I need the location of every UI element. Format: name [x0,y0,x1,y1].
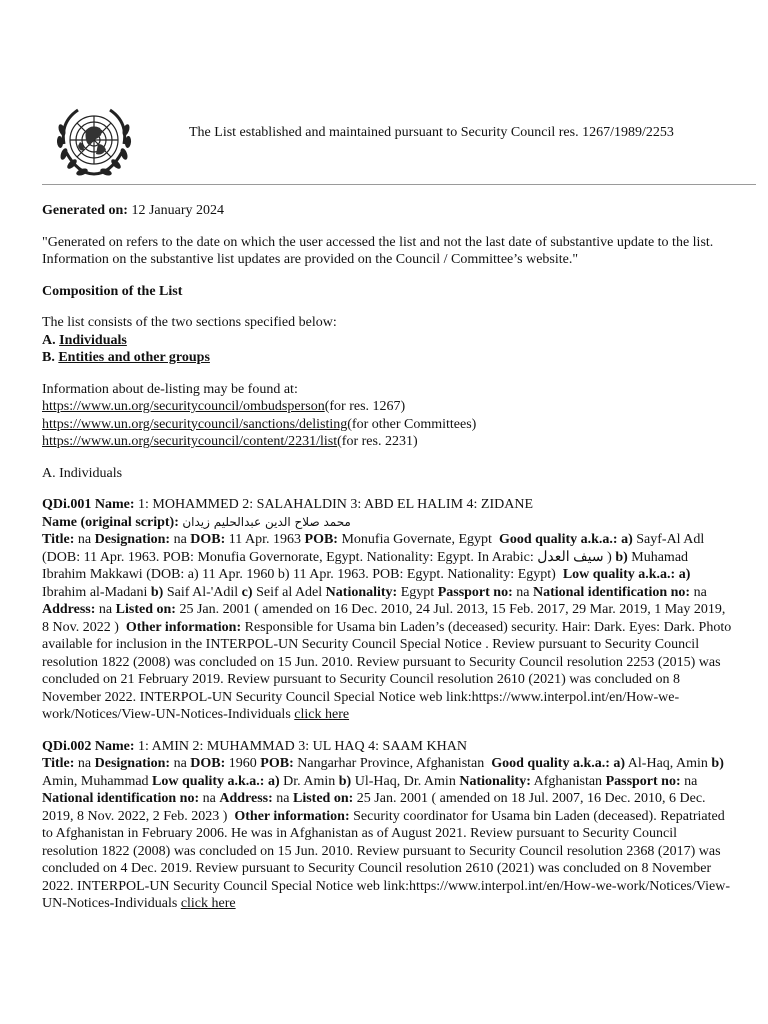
delisting-intro: Information about de-listing may be found at: [42,381,298,397]
generated-label: Generated on: [42,203,128,218]
entry-details: Title: na Designation: na DOB: 1960 POB: Nangarhar Province, Afghanistan Good quality a.k.a.: a) Al-Haq, Amin b) Amin, Muhammad Low quality a.k.a.: a) Dr. Amin b) Ul-Haq, Dr. Amin Nationality: Afghanistan Passport no: na National identification no: na Address: na Listed on: 25 Jan. 2001 ( amended on 18 Jul. 2007, 16 Dec. 2010, 6 Dec. 2019, 8 Nov. 2022, 2 Feb. 2023 ) Other information: Security coordinator for Usama bin Laden (deceased). Repatriated to Afghanistan in February 2006. He was in Afghanistan as of August 2021. Review pursuant to Security Council resolution 1822 (2008) was concluded on 15 Jun. 2010. Review pursuant to Security Council resolution 2368 (2017) was concluded on 4 Dec. 2019. Review pursuant to Security Council resolution 2610 (2021) was concluded on 8 November 2022. INTERPOL-UN Security Council Special Notice web link:https://www.interpol.int/en/How-we-work/Notices/View-UN-Notices-Individuals click here [42,756,731,911]
section-a-title: A. Individuals [42,465,123,481]
section-a-prefix: A. [42,332,56,348]
entry-name: 1: AMIN 2: MUHAMMAD 3: UL HAQ 4: SAAM KHAN [138,738,467,754]
entry-name-line [42,738,732,756]
section-a-line [42,332,732,350]
entry-id-label: QDi.002 Name: [42,738,135,754]
delisting-note-2: (for other Committees) [347,416,477,432]
entry-id-label: QDi.001 Name: [42,497,135,512]
entry-original-script-line [42,514,732,532]
ombudsperson-link[interactable]: https://www.un.org/securitycouncil/ombudsperson [42,399,325,414]
composition-intro: The list consists of the two sections specified below: [42,315,337,330]
composition-heading-text: Composition of the List [42,283,183,299]
individuals-link[interactable]: Individuals [59,332,127,348]
delisting-line-3 [42,433,732,451]
entry-name: 1: MOHAMMED 2: SALAHALDIN 3: ABD EL HALIM 4: ZIDANE [138,497,534,512]
delisting-note-1: (for res. 1267) [324,399,406,414]
document-body [42,202,732,913]
entry-qdi-002 [42,738,732,913]
click-here-link[interactable]: click here [180,896,236,911]
document-header [0,0,768,186]
click-here-link[interactable]: click here [294,707,350,722]
generated-date: 12 January 2024 [131,203,224,218]
original-script-name: محمد صلاح الدين عبدالحليم زيدان [182,514,351,529]
delisting-line-1 [42,398,732,416]
generated-line [42,202,732,220]
entities-link[interactable]: Entities and other groups [58,350,210,365]
original-script-label: Name (original script): [42,514,179,530]
header-divider [42,184,756,185]
entry-qdi-001 [42,496,732,724]
generated-note: "Generated on refers to the date on which the user accessed the list and not the last date of substantive update to the list. Information on the substantive list updates are provided on the Council / Committee’s website." [42,234,714,267]
res-2231-link[interactable]: https://www.un.org/securitycouncil/content/2231/list [42,434,338,449]
delisting-note-3: (for res. 2231) [337,434,418,449]
composition-heading [42,283,732,301]
section-b-prefix: B. [42,350,55,365]
section-b-line [42,349,732,367]
sanctions-delisting-link[interactable]: https://www.un.org/securitycouncil/sanctions/delisting [42,416,348,432]
entry-details: Title: na Designation: na DOB: 11 Apr. 1963 POB: Monufia Governate, Egypt Good quality a.k.a.: a) Sayf-Al Adl (DOB: 11 Apr. 1963. POB: Monufia Governorate, Egypt. Nationality: Egypt. In Arabic: سيف العدل ) b) Muhamad Ibrahim Makkawi (DOB: a) 11 Apr. 1960 b) 11 Apr. 1963. POB: Egypt. Nationality: Egypt) Low quality a.k.a.: a) Ibrahim al-Madani b) Saif Al-'Adil c) Seif al Adel Nationality: Egypt Passport no: na National identification no: na Address: na Listed on: 25 Jan. 2001 ( amended on 16 Dec. 2010, 24 Jul. 2013, 15 Feb. 2017, 29 Mar. 2019, 1 May 2019, 8 Nov. 2022 ) Other information: Responsible for Usama bin Laden’s (deceased) security. Hair: Dark. Eyes: Dark. Photo available for inclusion in the INTERPOL-UN Security Council Special Notice . Review pursuant to Security Council resolution 1822 (2008) was concluded on 15 Jun. 2010. Review pursuant to Security Council resolution 2253 (2015) was concluded on 21 February 2019. Review pursuant to Security Council resolution 2610 (2021) was concluded on 8 November 2022. INTERPOL-UN Security Council Special Notice web link:https://www.interpol.int/en/How-we-work/Notices/View-UN-Notices-Individuals click here [42,532,732,722]
un-emblem-icon [42,100,146,182]
entry-name-line [42,496,732,514]
delisting-line-2 [42,416,732,434]
list-title: The List established and maintained pursuant to Security Council res. 1267/1989/2253 [189,125,674,140]
